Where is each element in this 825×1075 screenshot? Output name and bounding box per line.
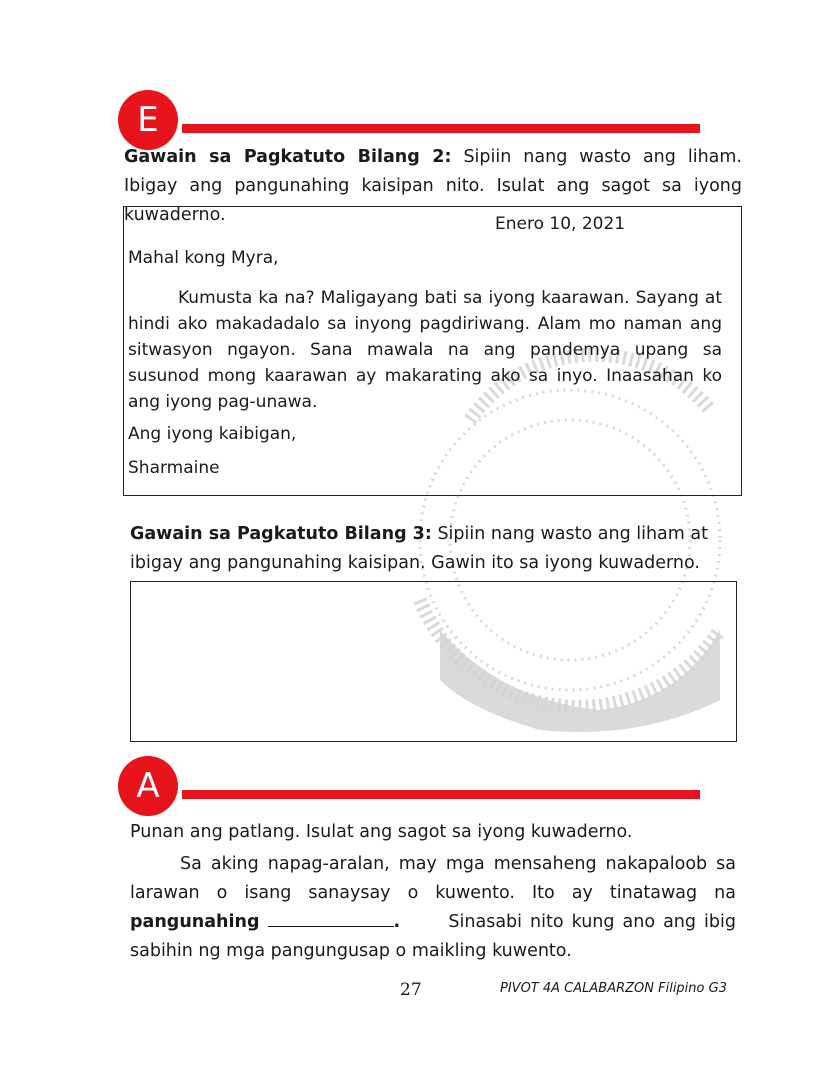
blank-period: .: [393, 912, 401, 932]
activity3-label: Gawain sa Pagkatuto Bilang 3:: [130, 524, 432, 544]
letter-closing: Ang iyong kaibigan,: [128, 424, 297, 444]
section-a-paragraph: [130, 850, 736, 966]
activity2-text: Sipiin nang wasto ang liham. Ibigay ang pangunahing kaisipan nito. Isulat ang sagot sa iyong kuwaderno.: [124, 147, 742, 225]
letter-body: Kumusta ka na? Maligayang bati sa iyong kaarawan. Sayang at hindi ako makadadalo sa inyong pagdiriwang. Alam mo naman ang sitwasyon ngayon. Sana mawala na ang pandemya upang sa susunod mong kaarawan ay makarating ako sa inyo. Inaasahan ko ang iyong pag-unawa.: [128, 288, 722, 412]
section-a-badge: A: [118, 756, 178, 816]
letter-date: Enero 10, 2021: [495, 214, 626, 234]
paragraph-start: Sa aking napag-aralan, may mga mensaheng nakapaloob sa larawan o isang sanaysay o kuwento. Ito ay tinatawag na: [130, 854, 736, 903]
activity3-text: Sipiin nang wasto ang liham at ibigay ang pangunahing kaisipan. Gawin ito sa iyong kuwaderno.: [130, 524, 708, 573]
paragraph-end: Sinasabi nito kung ano ang ibig sabihin ng mga pangungusap o maikling kuwento.: [130, 912, 736, 961]
activity2-label: Gawain sa Pagkatuto Bilang 2:: [124, 147, 452, 167]
page-number: 27: [400, 980, 422, 1000]
answer-box: [130, 581, 737, 742]
paragraph-bold-word: pangunahing: [130, 912, 260, 932]
letter-signature: Sharmaine: [128, 458, 220, 478]
activity3-instruction: [130, 520, 730, 578]
section-a-header: [118, 756, 700, 816]
section-e-badge: E: [118, 90, 178, 150]
section-e-header: [118, 90, 700, 150]
section-e-bar: [182, 124, 700, 133]
section-a-bar: [182, 790, 700, 799]
section-a-instruction: Punan ang patlang. Isulat ang sagot sa iyong kuwaderno.: [130, 822, 633, 842]
fill-in-blank[interactable]: [268, 909, 394, 927]
footer-title: PIVOT 4A CALABARZON Filipino G3: [500, 981, 727, 996]
letter-greeting: Mahal kong Myra,: [128, 248, 279, 268]
